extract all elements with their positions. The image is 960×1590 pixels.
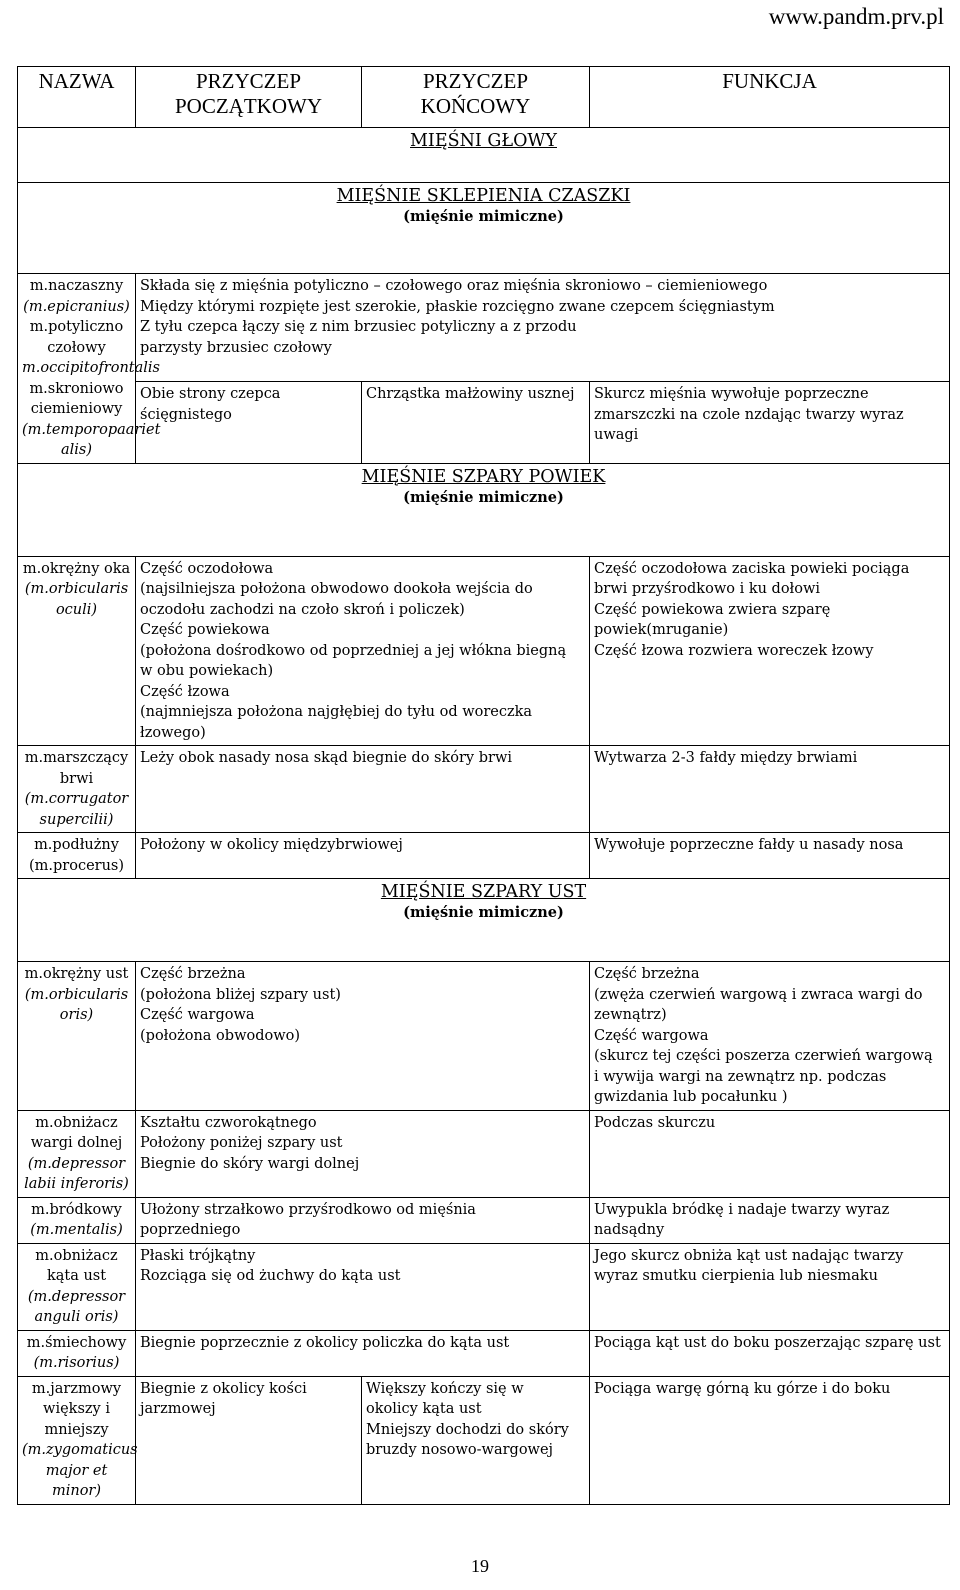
section-eyelids-subtitle: (mięśnie mimiczne): [403, 488, 564, 506]
origin-cell: Płaski trójkątny Rozciąga się od żuchwy do kąta ust: [136, 1243, 590, 1330]
table-row: m.śmiechowy (m.risorius) Biegnie poprzecznie z okolicy policzka do kąta ust Pociąga kąt ust do boku poszerzając szparę ust: [18, 1330, 950, 1376]
section-eyelids-title-row: [18, 463, 950, 556]
insertion-cell: Większy kończy się w okolicy kąta ust Mniejszy dochodzi do skóry bruzdy nosowo-wargowej: [362, 1376, 590, 1504]
header-name: NAZWA: [18, 67, 136, 128]
section-head-row: [18, 128, 950, 183]
table-row: m.obniżacz kąta ust (m.depressor anguli oris) Płaski trójkątny Rozciąga się od żuchwy do kąta ust Jego skurcz obniża kąt ust nadając twarzy wyraz smutku cierpienia lub niesmaku: [18, 1243, 950, 1330]
muscle-table: [17, 66, 950, 1505]
function-cell: Jego skurcz obniża kąt ust nadając twarzy wyraz smutku cierpienia lub niesmaku: [590, 1243, 950, 1330]
skull-insertion: Chrząstka małżowiny usznej: [362, 382, 590, 463]
header-row: [18, 67, 950, 128]
section-skull-subtitle: (mięśnie mimiczne): [403, 208, 564, 225]
section-mouth-subtitle: (mięśnie mimiczne): [403, 904, 564, 921]
section-mouth-title: MIĘŚNIE SZPARY UST: [380, 882, 587, 902]
origin-cell: Położony w okolicy międzybrwiowej: [136, 833, 590, 879]
skull-origin: Obie strony czepca ścięgnistego: [136, 382, 362, 463]
section-head-title: MIĘŚNI GŁOWY: [410, 131, 557, 151]
function-cell: Wytwarza 2-3 fałdy między brwiami: [590, 746, 950, 833]
function-cell: Pociąga wargę górną ku górze i do boku: [590, 1376, 950, 1504]
header-origin: PRZYCZEP POCZĄTKOWY: [136, 67, 362, 128]
table-row: m.podłużny (m.procerus) Położony w okolicy międzybrwiowej Wywołuje poprzeczne fałdy u nasady nosa: [18, 833, 950, 879]
skull-function: Skurcz mięśnia wywołuje poprzeczne zmarszczki na czole nzdając twarzy wyraz uwagi: [590, 382, 950, 463]
function-cell: Uwypukla bródkę i nadaje twarzy wyraz nadsądny: [590, 1197, 950, 1243]
page-number: 19: [471, 1556, 489, 1576]
header-insertion: PRZYCZEP KOŃCOWY: [362, 67, 590, 128]
origin-cell: Biegnie z okolicy kości jarzmowej: [136, 1376, 362, 1504]
section-mouth-title-row: [18, 879, 950, 962]
origin-cell: Ułożony strzałkowo przyśrodkowo od mięśnia poprzedniego: [136, 1197, 590, 1243]
header-function: FUNKCJA: [590, 67, 950, 128]
function-cell: Część brzeżna (zwęża czerwień wargową i zwraca wargi do zewnątrz) Część wargowa (skurcz tej części poszerza czerwień wargową i wywija wargi na zewnątrz np. podczas gwizdania lub pocałunku ): [590, 962, 950, 1111]
function-cell: Pociąga kąt ust do boku poszerzając szparę ust: [590, 1330, 950, 1376]
skull-name-cell: m.naczaszny (m.epicranius) m.potyliczno czołowy m.occipitofrontalis m.skroniowo ciemieniowy (m.temporopaariet alis): [18, 274, 136, 464]
origin-cell: Część oczodołowa (najsilniejsza położona obwodowo dookoła wejścia do oczodołu zachodzi na czoło skroń i policzek) Część powiekowa (położona dośrodkowo od poprzedniej a jej włókna biegną w obu powiekach) Część łzowa (najmniejsza położona najgłębiej do tyłu od woreczka łzowego): [136, 556, 590, 746]
table-row: m.jarzmowy większy i mniejszy (m.zygomaticus major et minor) Biegnie z okolicy kości jarzmowej Większy kończy się w okolicy kąta ust Mniejszy dochodzi do skóry bruzdy nosowo-wargowej Pociąga wargę górną ku górze i do boku: [18, 1376, 950, 1504]
skull-attach-row: [18, 382, 950, 463]
origin-cell: Kształtu czworokątnego Położony poniżej szpary ust Biegnie do skóry wargi dolnej: [136, 1110, 590, 1197]
section-skull-title-row: [18, 183, 950, 274]
table-row: m.okrężny ust (m.orbicularis oris) Część brzeżna (położona bliżej szpary ust) Część wargowa (położona obwodowo) Część brzeżna (zwęża czerwień wargową i zwraca wargi do zewnątrz) Część wargowa (skurcz tej części poszerza czerwień wargową i wywija wargi na zewnątrz np. podczas gwizdania lub pocałunku ): [18, 962, 950, 1111]
skull-description: Składa się z mięśnia potyliczno – czołowego oraz mięśnia skroniowo – ciemieniowego Między którymi rozpięte jest szerokie, płaskie rozcięgno zwane czepcem ścięgniastym Z tyłu czepca łączy się z nim brzusiec potyliczny a z przodu parzysty brzusiec czołowy: [136, 274, 950, 382]
table-row: m.bródkowy (m.mentalis) Ułożony strzałkowo przyśrodkowo od mięśnia poprzedniego Uwypukla bródkę i nadaje twarzy wyraz nadsądny: [18, 1197, 950, 1243]
function-cell: Podczas skurczu: [590, 1110, 950, 1197]
skull-desc-row: [18, 274, 950, 382]
section-skull-title: MIĘŚNIE SKLEPIENIA CZASZKI: [336, 186, 631, 206]
origin-cell: Część brzeżna (położona bliżej szpary ust) Część wargowa (położona obwodowo): [136, 962, 590, 1111]
table-row: m.okrężny oka (m.orbicularis oculi) Część oczodołowa (najsilniejsza położona obwodowo dookoła wejścia do oczodołu zachodzi na czoło skroń i policzek) Część powiekowa (położona dośrodkowo od poprzedniej a jej włókna biegną w obu powiekach) Część łzowa (najmniejsza położona najgłębiej do tyłu od woreczka łzowego) Część oczodołowa zaciska powieki pociąga brwi przyśrodkowo i ku dołowi Część powiekowa zwiera szparę powiek(mruganie) Część łzowa rozwiera woreczek łzowy: [18, 556, 950, 746]
table-row: m.obniżacz wargi dolnej (m.depressor labii inferoris) Kształtu czworokątnego Położony poniżej szpary ust Biegnie do skóry wargi dolnej Podczas skurczu: [18, 1110, 950, 1197]
function-cell: Wywołuje poprzeczne fałdy u nasady nosa: [590, 833, 950, 879]
section-eyelids-title: MIĘŚNIE SZPARY POWIEK: [361, 466, 606, 487]
site-url: www.pandm.prv.pl: [768, 4, 944, 29]
origin-cell: Biegnie poprzecznie z okolicy policzka do kąta ust: [136, 1330, 590, 1376]
table-row: m.marszczący brwi (m.corrugator supercilii) Leży obok nasady nosa skąd biegnie do skóry brwi Wytwarza 2-3 fałdy między brwiami: [18, 746, 950, 833]
function-cell: Część oczodołowa zaciska powieki pociąga brwi przyśrodkowo i ku dołowi Część powiekowa zwiera szparę powiek(mruganie) Część łzowa rozwiera woreczek łzowy: [590, 556, 950, 746]
origin-cell: Leży obok nasady nosa skąd biegnie do skóry brwi: [136, 746, 590, 833]
